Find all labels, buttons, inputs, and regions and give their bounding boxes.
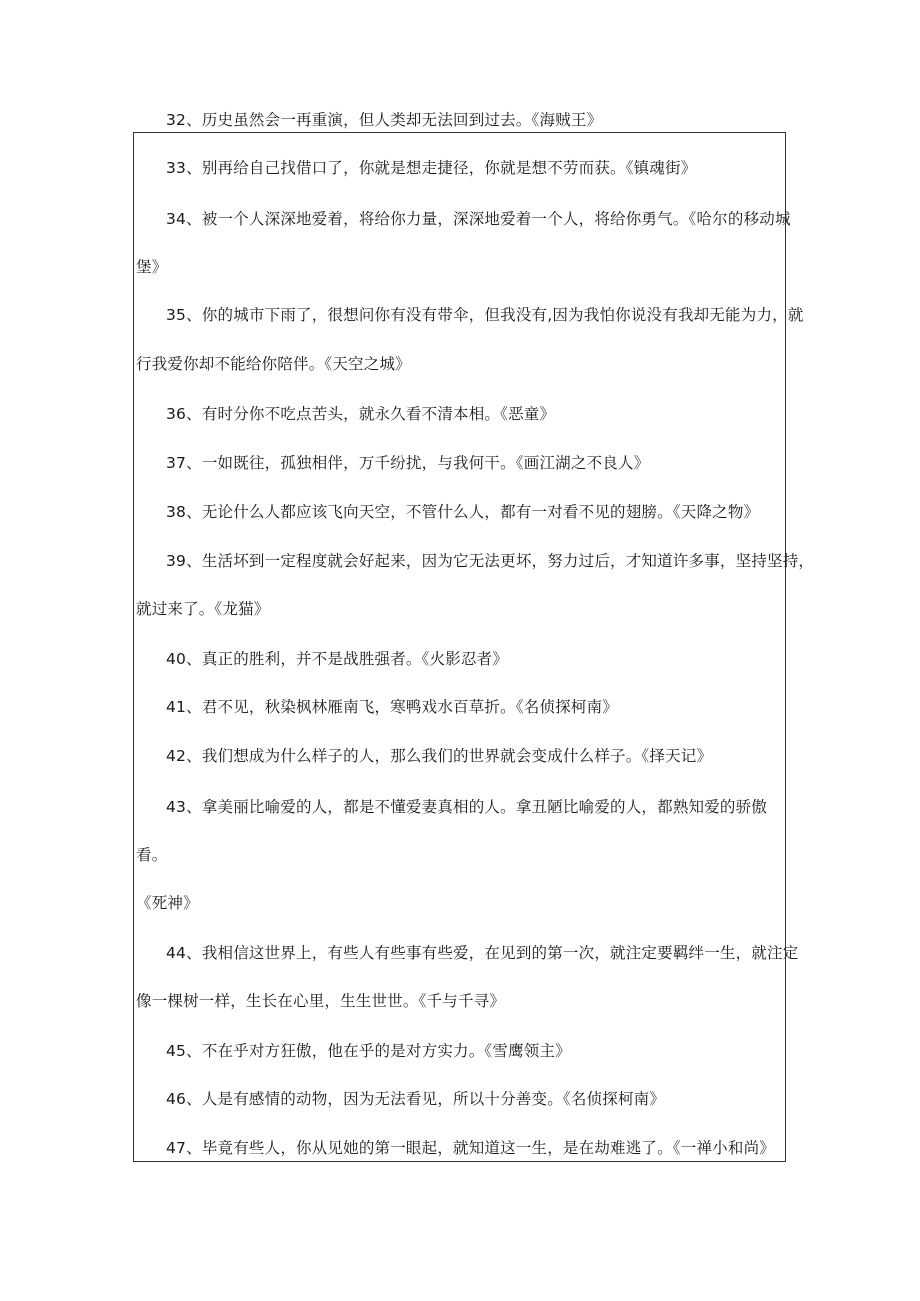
quote-42: 42、我们想成为什么样子的人，那么我们的世界就会变成什么样子。《择天记》 — [166, 747, 713, 765]
quote-43-source: 《死神》 — [136, 894, 199, 912]
quote-44-continued: 像一棵树一样，生长在心里，生生世世。《千与千寻》 — [136, 992, 506, 1010]
quote-45: 45、不在乎对方狂傲，他在乎的是对方实力。《雪鹰领主》 — [166, 1042, 571, 1060]
quote-39: 39、生活坏到一定程度就会好起来，因为它无法更坏，努力过后，才知道许多事，坚持坚持， — [166, 552, 815, 570]
quote-41: 41、君不见，秋染枫林雁南飞，寒鸭戏水百草折。《名侦探柯南》 — [166, 698, 618, 716]
quote-44: 44、我相信这世界上，有些人有些事有些爱，在见到的第一次，就注定要羁绊一生，就注定 — [166, 944, 799, 962]
quote-46: 46、人是有感情的动物，因为无法看见，所以十分善变。《名侦探柯南》 — [166, 1090, 666, 1108]
quote-37: 37、一如既往，孤独相伴，万千纷扰，与我何干。《画江湖之不良人》 — [166, 454, 650, 472]
quote-33: 33、别再给自己找借口了，你就是想走捷径，你就是想不劳而获。《镇魂街》 — [166, 159, 697, 177]
quote-40: 40、真正的胜利，并不是战胜强者。《火影忍者》 — [166, 650, 509, 668]
quote-36: 36、有时分你不吃点苦头，就永久看不清本相。《恶童》 — [166, 405, 556, 423]
quote-39-continued: 就过来了。《龙猫》 — [136, 600, 270, 618]
quote-38: 38、无论什么人都应该飞向天空，不管什么人，都有一对看不见的翅膀。《天降之物》 — [166, 503, 760, 521]
quote-47: 47、毕竟有些人，你从见她的第一眼起，就知道这一生，是在劫难逃了。《一禅小和尚》 — [166, 1139, 775, 1157]
quote-34-continued: 堡》 — [136, 258, 168, 276]
quote-32: 32、历史虽然会一再重演，但人类却无法回到过去。《海贼王》 — [166, 111, 603, 129]
quote-43-continued: 看。 — [136, 846, 168, 864]
quote-43: 43、拿美丽比喻爱的人，都是不懂爱妻真相的人。拿丑陋比喻爱的人，都熟知爱的骄傲 — [166, 798, 768, 816]
quote-35: 35、你的城市下雨了，很想问你有没有带伞，但我没有,因为我怕你说没有我却无能为力，就 — [166, 306, 804, 324]
quote-35-continued: 行我爱你却不能给你陪伴。《天空之城》 — [136, 355, 411, 373]
quote-34: 34、被一个人深深地爱着，将给你力量，深深地爱着一个人，将给你勇气。《哈尔的移动城 — [166, 210, 791, 228]
